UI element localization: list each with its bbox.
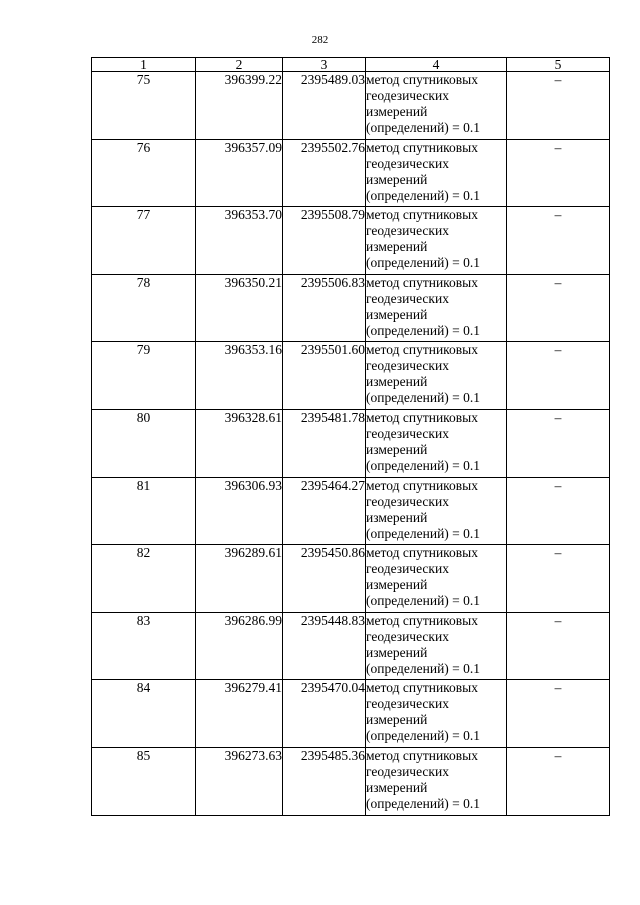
method-line: измерений <box>366 171 428 187</box>
table-row <box>92 207 610 275</box>
method-line: измерений <box>366 644 428 660</box>
method-line: метод спутниковых <box>366 612 478 628</box>
method-cell <box>366 680 507 748</box>
method-line: метод спутниковых <box>366 139 478 155</box>
method-line: измерений <box>366 577 428 593</box>
method-line: (определений) = 0.1 <box>366 795 481 811</box>
table-row <box>92 680 610 748</box>
point-number-cell: 76 <box>92 139 196 207</box>
method-line: измерений <box>366 239 428 255</box>
y-coordinate-cell: 2395502.76 <box>283 139 366 207</box>
table-row <box>92 342 610 410</box>
method-line: измерений <box>366 104 428 119</box>
method-line: измерений <box>366 712 428 728</box>
y-coordinate-cell: 2395489.03 <box>283 72 366 140</box>
column-header-4: 4 <box>366 58 507 72</box>
method-line: метод спутниковых <box>366 274 478 290</box>
table-row <box>92 409 610 477</box>
method-line: (определений) = 0.1 <box>366 728 481 744</box>
table-row <box>92 72 610 140</box>
method-line: измерений <box>366 509 428 525</box>
x-coordinate-cell: 396399.22 <box>196 72 283 140</box>
table-row <box>92 477 610 545</box>
y-coordinate-cell: 2395506.83 <box>283 274 366 342</box>
method-line: (определений) = 0.1 <box>366 593 481 609</box>
method-line: геодезических <box>366 763 449 779</box>
point-number-cell: 85 <box>92 747 196 815</box>
method-line: измерений <box>366 306 428 322</box>
method-line: геодезических <box>366 358 449 374</box>
coordinates-table <box>91 57 610 816</box>
point-number-cell: 78 <box>92 274 196 342</box>
method-line: геодезических <box>366 628 449 644</box>
method-line: (определений) = 0.1 <box>366 187 481 203</box>
note-cell: – <box>507 747 610 815</box>
point-number-cell: 84 <box>92 680 196 748</box>
method-cell <box>366 747 507 815</box>
x-coordinate-cell: 396279.41 <box>196 680 283 748</box>
method-cell <box>366 207 507 275</box>
table-row <box>92 274 610 342</box>
method-line: геодезических <box>366 493 449 509</box>
column-header-5: 5 <box>507 58 610 72</box>
x-coordinate-cell: 396286.99 <box>196 612 283 680</box>
method-line: метод спутниковых <box>366 342 478 358</box>
method-line: измерений <box>366 441 428 457</box>
method-line: (определений) = 0.1 <box>366 390 481 406</box>
method-line: (определений) = 0.1 <box>366 322 481 338</box>
method-cell <box>366 139 507 207</box>
x-coordinate-cell: 396350.21 <box>196 274 283 342</box>
method-line: (определений) = 0.1 <box>366 255 481 271</box>
note-cell: – <box>507 139 610 207</box>
point-number-cell: 79 <box>92 342 196 410</box>
point-number-cell: 75 <box>92 72 196 140</box>
y-coordinate-cell: 2395450.86 <box>283 545 366 613</box>
y-coordinate-cell: 2395481.78 <box>283 409 366 477</box>
note-cell: – <box>507 72 610 140</box>
column-header-3: 3 <box>283 58 366 72</box>
table-row <box>92 545 610 613</box>
x-coordinate-cell: 396353.16 <box>196 342 283 410</box>
method-line: (определений) = 0.1 <box>366 660 481 676</box>
x-coordinate-cell: 396306.93 <box>196 477 283 545</box>
note-cell: – <box>507 477 610 545</box>
table-row <box>92 612 610 680</box>
x-coordinate-cell: 396353.70 <box>196 207 283 275</box>
column-header-1: 1 <box>92 58 196 72</box>
y-coordinate-cell: 2395448.83 <box>283 612 366 680</box>
y-coordinate-cell: 2395508.79 <box>283 207 366 275</box>
method-line: (определений) = 0.1 <box>366 525 481 541</box>
point-number-cell: 80 <box>92 409 196 477</box>
method-cell <box>366 612 507 680</box>
method-cell <box>366 477 507 545</box>
method-line: метод спутниковых <box>366 72 478 87</box>
table-body <box>92 72 610 816</box>
method-line: геодезических <box>366 425 449 441</box>
method-cell <box>366 342 507 410</box>
table-row <box>92 747 610 815</box>
point-number-cell: 82 <box>92 545 196 613</box>
x-coordinate-cell: 396289.61 <box>196 545 283 613</box>
y-coordinate-cell: 2395485.36 <box>283 747 366 815</box>
method-line: геодезических <box>366 155 449 171</box>
table-row <box>92 139 610 207</box>
y-coordinate-cell: 2395501.60 <box>283 342 366 410</box>
method-line: геодезических <box>366 561 449 577</box>
y-coordinate-cell: 2395464.27 <box>283 477 366 545</box>
method-line: геодезических <box>366 696 449 712</box>
point-number-cell: 83 <box>92 612 196 680</box>
x-coordinate-cell: 396328.61 <box>196 409 283 477</box>
note-cell: – <box>507 274 610 342</box>
method-line: геодезических <box>366 88 449 103</box>
method-cell <box>366 274 507 342</box>
method-cell <box>366 409 507 477</box>
method-line: измерений <box>366 374 428 390</box>
x-coordinate-cell: 396357.09 <box>196 139 283 207</box>
page-number: 282 <box>311 34 329 46</box>
method-cell <box>366 72 507 140</box>
method-line: метод спутниковых <box>366 680 478 696</box>
column-header-2: 2 <box>196 58 283 72</box>
note-cell: – <box>507 680 610 748</box>
point-number-cell: 77 <box>92 207 196 275</box>
method-line: геодезических <box>366 223 449 239</box>
method-line: метод спутниковых <box>366 207 478 223</box>
point-number-cell: 81 <box>92 477 196 545</box>
note-cell: – <box>507 612 610 680</box>
method-line: геодезических <box>366 290 449 306</box>
note-cell: – <box>507 207 610 275</box>
method-line: (определений) = 0.1 <box>366 120 481 135</box>
note-cell: – <box>507 409 610 477</box>
header-row <box>92 58 610 72</box>
method-line: метод спутниковых <box>366 477 478 493</box>
method-line: метод спутниковых <box>366 409 478 425</box>
method-cell <box>366 545 507 613</box>
method-line: метод спутниковых <box>366 545 478 561</box>
method-line: измерений <box>366 779 428 795</box>
note-cell: – <box>507 342 610 410</box>
method-line: (определений) = 0.1 <box>366 457 481 473</box>
y-coordinate-cell: 2395470.04 <box>283 680 366 748</box>
x-coordinate-cell: 396273.63 <box>196 747 283 815</box>
note-cell: – <box>507 545 610 613</box>
method-line: метод спутниковых <box>366 747 478 763</box>
